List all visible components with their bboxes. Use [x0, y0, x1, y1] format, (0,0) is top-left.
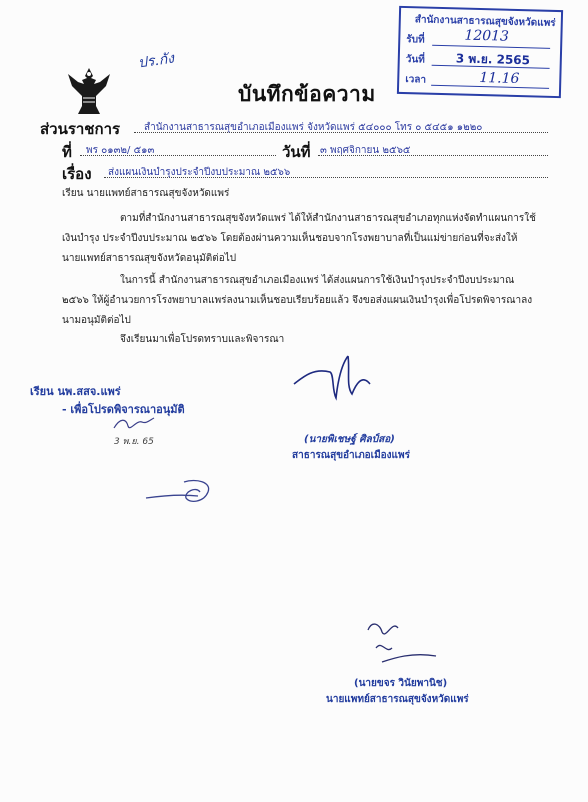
- left-large-signature: [140, 474, 220, 508]
- para2-line2: ๒๕๖๖ ให้ผู้อำนวยการโรงพยาบาลแพร่ลงนามเห็นชอบเรียบร้อยแล้ว จึงขอส่งแผนเงินบำรุงเพื่อโปรดพิจารณาลง: [62, 295, 533, 306]
- left-initial-signature: [110, 414, 156, 436]
- signer-name: (นายพิเชษฐ์ ศิลป์สอ): [304, 434, 395, 445]
- date-label: วันที่: [282, 143, 311, 161]
- para2-line3: นามอนุมัติต่อไป: [62, 315, 131, 326]
- para1-line2: เงินบำรุง ประจำปีงบประมาณ ๒๕๖๖ โดยต้องผ่านความเห็นชอบจากโรงพยาบาลที่เป็นแม่ข่ายก่อนที่จะส่งให้: [62, 233, 518, 244]
- handwritten-top-note: ปร.กัง: [137, 50, 176, 72]
- left-note-line2: - เพื่อโปรดพิจารณาอนุมัติ: [62, 403, 185, 416]
- approver-signature: [362, 618, 442, 670]
- signer-position: สาธารณสุขอำเภอเมืองแพร่: [292, 450, 410, 461]
- date-value: ๓ พฤศจิกายน ๒๕๖๕: [320, 145, 411, 156]
- subject-label: เรื่อง: [62, 165, 92, 183]
- ref-label: ที่: [62, 143, 72, 161]
- left-note-date: 3 พ.ย. 65: [114, 437, 154, 447]
- para2-line1: ในการนี้ สำนักงานสาธารณสุขอำเภอเมืองแพร่ ได้ส่งแผนการใช้เงินบำรุงประจำปีงบประมาณ: [120, 275, 515, 286]
- signer-signature: [290, 350, 390, 406]
- closing-text: จึงเรียนมาเพื่อโปรดทราบและพิจารณา: [120, 334, 285, 345]
- para1-line3: นายแพทย์สาธารณสุขจังหวัดอนุมัติต่อไป: [62, 253, 237, 264]
- received-stamp: [397, 6, 563, 98]
- memo-title: บันทึกข้อความ: [238, 82, 376, 106]
- agency-label: ส่วนราชการ: [40, 120, 121, 138]
- stamp-org: สำนักงานสาธารณสุขจังหวัดแพร่: [414, 14, 556, 29]
- para1-line1: ตามที่สำนักงานสาธารณสุขจังหวัดแพร่ ได้ให้สำนักงานสาธารณสุขอำเภอทุกแห่งจัดทำแผนการใช้: [120, 213, 536, 224]
- garuda-emblem-icon: [66, 66, 112, 116]
- stamp-time-label: เวลา: [405, 74, 427, 86]
- left-note-line1: เรียน นพ.สสจ.แพร่: [30, 385, 121, 398]
- ref-value: พร ๐๑๓๒/ ๕๑๓: [86, 145, 155, 156]
- salutation: เรียน นายแพทย์สาธารณสุขจังหวัดแพร่: [62, 188, 230, 199]
- stamp-receipt-label: รับที่: [406, 34, 425, 46]
- approver-position: นายแพทย์สาธารณสุขจังหวัดแพร่: [326, 694, 469, 705]
- stamp-receipt-no: 12013: [464, 27, 510, 45]
- subject-value: ส่งแผนเงินบำรุงประจำปีงบประมาณ ๒๕๖๖: [108, 167, 291, 178]
- approver-name: (นายขจร วินัยพานิช): [354, 678, 448, 689]
- stamp-date-value: 3 พ.ย. 2565: [455, 51, 531, 68]
- stamp-date-label: วันที่: [405, 54, 425, 66]
- agency-value: สำนักงานสาธารณสุขอำเภอเมืองแพร่ จังหวัดแพร่ ๕๔๐๐๐ โทร ๐ ๕๔๕๑ ๑๒๒๐: [144, 122, 483, 133]
- stamp-time-value: 11.16: [479, 69, 520, 88]
